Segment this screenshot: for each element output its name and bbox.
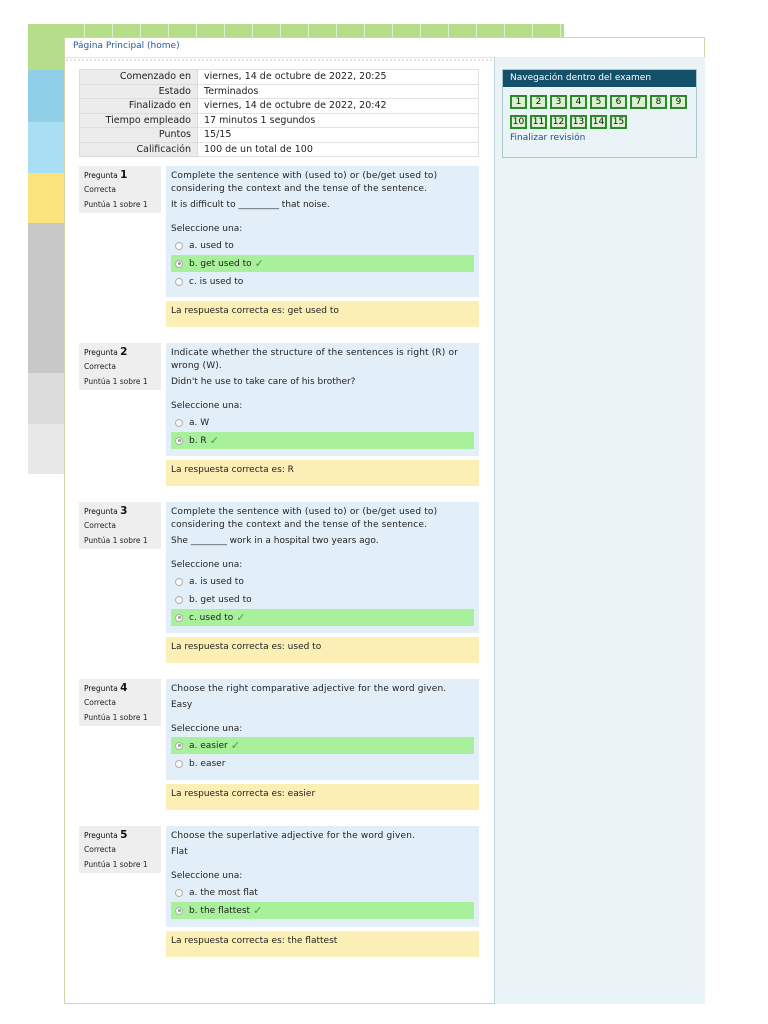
nav-buttons-row — [510, 95, 687, 109]
summary-row — [80, 142, 479, 157]
answer-options — [171, 414, 474, 449]
nav-question-button[interactable] — [570, 115, 587, 129]
radio-button[interactable] — [175, 419, 183, 427]
summary-label: Tiempo empleado — [80, 113, 198, 128]
nav-question-number: 13 — [572, 117, 585, 127]
summary-row — [80, 113, 479, 128]
radio-button[interactable] — [175, 742, 183, 750]
answer-option-label: a. is used to — [189, 576, 244, 587]
nav-question-button[interactable] — [530, 95, 547, 109]
summary-row — [80, 128, 479, 143]
nav-question-number: 7 — [632, 97, 645, 107]
question-text: Indicate whether the structure of the sentences is right (R) or wrong (W). — [171, 348, 458, 371]
answer-option[interactable] — [171, 573, 474, 590]
answer-options — [171, 884, 474, 919]
answer-option[interactable] — [171, 755, 474, 772]
summary-label: Calificación — [80, 142, 198, 157]
question-label: Pregunta — [84, 831, 118, 840]
question-grade: Puntúa 1 sobre 1 — [84, 200, 148, 209]
nav-question-button[interactable] — [570, 95, 587, 109]
question-number — [84, 346, 156, 358]
question-state: Correcta — [84, 362, 116, 371]
correct-answer-feedback: La respuesta correcta es: used to — [166, 637, 479, 663]
question-number — [84, 829, 156, 841]
question-number-value: 1 — [120, 169, 128, 181]
question-info — [79, 166, 161, 213]
answer-option-label: b. get used to — [189, 594, 252, 605]
answer-option-label: b. get used to — [189, 258, 252, 269]
question-state: Correcta — [84, 185, 116, 194]
radio-button[interactable] — [175, 907, 183, 915]
summary-value: 100 de un total de 100 — [198, 142, 479, 157]
answer-option[interactable] — [171, 737, 474, 754]
answer-option-label: b. the flattest — [189, 905, 251, 916]
nav-question-button[interactable] — [550, 95, 567, 109]
select-one-label: Seleccione una: — [171, 224, 243, 234]
answer-option[interactable] — [171, 591, 474, 608]
answer-option-label: b. easer — [189, 758, 226, 769]
check-icon: ✓ — [209, 434, 219, 447]
answer-options — [171, 737, 474, 772]
question-prompt: Didn't he use to take care of his brother? — [171, 377, 356, 387]
question-info — [79, 826, 161, 873]
summary-label: Finalizado en — [80, 99, 198, 114]
nav-question-number: 1 — [512, 97, 525, 107]
nav-question-number: 4 — [572, 97, 585, 107]
nav-question-number: 11 — [532, 117, 545, 127]
answer-options — [171, 573, 474, 626]
decorative-strip-lightgrey — [28, 373, 64, 424]
decorative-strip-palegrey — [28, 424, 64, 474]
correct-answer-feedback: La respuesta correcta es: easier — [166, 784, 479, 810]
question-number-value: 5 — [120, 829, 128, 841]
nav-question-number: 12 — [552, 117, 565, 127]
question-number-value: 4 — [120, 682, 128, 694]
quiz-navigation-block — [502, 69, 697, 158]
radio-button[interactable] — [175, 260, 183, 268]
decorative-strip-yellow — [28, 173, 64, 223]
question-text: Complete the sentence with (used to) or (be/get used to) considering the context and the tense of the sentence. — [171, 507, 438, 530]
nav-question-number: 3 — [552, 97, 565, 107]
check-icon: ✓ — [253, 904, 263, 917]
question-label: Pregunta — [84, 348, 118, 357]
select-one-label: Seleccione una: — [171, 724, 243, 734]
question-number — [84, 505, 156, 517]
radio-button[interactable] — [175, 596, 183, 604]
nav-question-button[interactable] — [650, 95, 667, 109]
nav-question-button[interactable] — [610, 95, 627, 109]
nav-question-button[interactable] — [510, 95, 527, 109]
answer-option-label: b. R — [189, 435, 207, 446]
answer-option-label: a. easier — [189, 740, 228, 751]
nav-question-button[interactable] — [550, 115, 567, 129]
summary-row — [80, 99, 479, 114]
question-body — [166, 343, 479, 456]
question-prompt: Flat — [171, 847, 188, 857]
answer-option[interactable] — [171, 432, 474, 449]
radio-button[interactable] — [175, 889, 183, 897]
attempt-summary-table — [79, 69, 479, 157]
summary-row — [80, 84, 479, 99]
summary-value: viernes, 14 de octubre de 2022, 20:25 — [198, 70, 479, 85]
question-body — [166, 679, 479, 780]
answer-option-label: a. the most flat — [189, 887, 258, 898]
answer-option[interactable] — [171, 609, 474, 626]
nav-question-number: 14 — [592, 117, 605, 127]
question-number — [84, 169, 156, 181]
nav-question-number: 10 — [512, 117, 525, 127]
question-body — [166, 826, 479, 927]
answer-option-label: c. used to — [189, 612, 234, 623]
question-number-value: 2 — [120, 346, 128, 358]
question-grade: Puntúa 1 sobre 1 — [84, 377, 148, 386]
radio-button[interactable] — [175, 278, 183, 286]
question-label: Pregunta — [84, 171, 118, 180]
question-number-value: 3 — [120, 505, 128, 517]
answer-option-label: a. used to — [189, 240, 234, 251]
nav-question-button[interactable] — [510, 115, 527, 129]
decorative-strip-grey — [28, 223, 64, 373]
nav-question-number: 15 — [612, 117, 625, 127]
correct-answer-feedback: La respuesta correcta es: get used to — [166, 301, 479, 327]
answer-option-label: c. is used to — [189, 276, 244, 287]
nav-question-button[interactable] — [590, 115, 607, 129]
question-label: Pregunta — [84, 684, 118, 693]
nav-buttons-row — [510, 115, 627, 129]
radio-button[interactable] — [175, 242, 183, 250]
answer-option[interactable] — [171, 237, 474, 254]
question-state: Correcta — [84, 845, 116, 854]
question-info — [79, 343, 161, 390]
answer-option[interactable] — [171, 255, 474, 272]
question-info — [79, 679, 161, 726]
side-panel — [494, 57, 705, 1004]
select-one-label: Seleccione una: — [171, 401, 243, 411]
question-grade: Puntúa 1 sobre 1 — [84, 860, 148, 869]
nav-question-button[interactable] — [610, 115, 627, 129]
correct-answer-feedback: La respuesta correcta es: the flattest — [166, 931, 479, 957]
nav-question-button[interactable] — [630, 95, 647, 109]
question-number — [84, 682, 156, 694]
answer-option[interactable] — [171, 273, 474, 290]
question-body — [166, 502, 479, 633]
check-icon: ✓ — [230, 739, 240, 752]
summary-value: 15/15 — [198, 128, 479, 143]
select-one-label: Seleccione una: — [171, 560, 243, 570]
summary-row — [80, 70, 479, 85]
summary-label: Comenzado en — [80, 70, 198, 85]
question-body — [166, 166, 479, 297]
nav-question-button[interactable] — [530, 115, 547, 129]
decorative-strip-lightblue — [28, 122, 64, 173]
select-one-label: Seleccione una: — [171, 871, 243, 881]
nav-question-number: 2 — [532, 97, 545, 107]
question-text: Complete the sentence with (used to) or (be/get used to) considering the context and the tense of the sentence. — [171, 171, 438, 194]
question-text: Choose the right comparative adjective for the word given. — [171, 684, 447, 694]
decorative-strip-blue — [28, 70, 64, 122]
quiz-navigation-title: Navegación dentro del examen — [503, 70, 696, 87]
question-grade: Puntúa 1 sobre 1 — [84, 713, 148, 722]
nav-question-number: 5 — [592, 97, 605, 107]
nav-question-number: 6 — [612, 97, 625, 107]
check-icon: ✓ — [236, 611, 246, 624]
question-state: Correcta — [84, 521, 116, 530]
nav-question-number: 8 — [652, 97, 665, 107]
nav-question-button[interactable] — [590, 95, 607, 109]
top-bar — [65, 38, 704, 58]
nav-question-number: 9 — [672, 97, 685, 107]
radio-button[interactable] — [175, 760, 183, 768]
question-info — [79, 502, 161, 549]
question-label: Pregunta — [84, 507, 118, 516]
decorative-strip-green — [28, 24, 64, 70]
question-text: Choose the superlative adjective for the word given. — [171, 831, 416, 841]
summary-value: Terminados — [198, 84, 479, 99]
question-prompt: It is difficult to _________ that noise. — [171, 200, 330, 210]
check-icon: ✓ — [254, 257, 264, 270]
correct-answer-feedback: La respuesta correcta es: R — [166, 460, 479, 486]
question-prompt: She ________ work in a hospital two years ago. — [171, 536, 379, 546]
breadcrumb-home-link[interactable]: Página Principal (home) — [73, 41, 180, 51]
question-state: Correcta — [84, 698, 116, 707]
answer-option[interactable] — [171, 884, 474, 901]
answer-option[interactable] — [171, 414, 474, 431]
answer-option[interactable] — [171, 902, 474, 919]
radio-button[interactable] — [175, 437, 183, 445]
summary-label: Puntos — [80, 128, 198, 143]
answer-options — [171, 237, 474, 290]
nav-question-button[interactable] — [670, 95, 687, 109]
decorative-top-strip — [28, 24, 564, 38]
summary-value: 17 minutos 1 segundos — [198, 113, 479, 128]
question-grade: Puntúa 1 sobre 1 — [84, 536, 148, 545]
question-prompt: Easy — [171, 700, 193, 710]
summary-value: viernes, 14 de octubre de 2022, 20:42 — [198, 99, 479, 114]
summary-label: Estado — [80, 84, 198, 99]
answer-option-label: a. W — [189, 417, 210, 428]
radio-button[interactable] — [175, 578, 183, 586]
finish-review-link[interactable]: Finalizar revisión — [510, 133, 586, 143]
radio-button[interactable] — [175, 614, 183, 622]
